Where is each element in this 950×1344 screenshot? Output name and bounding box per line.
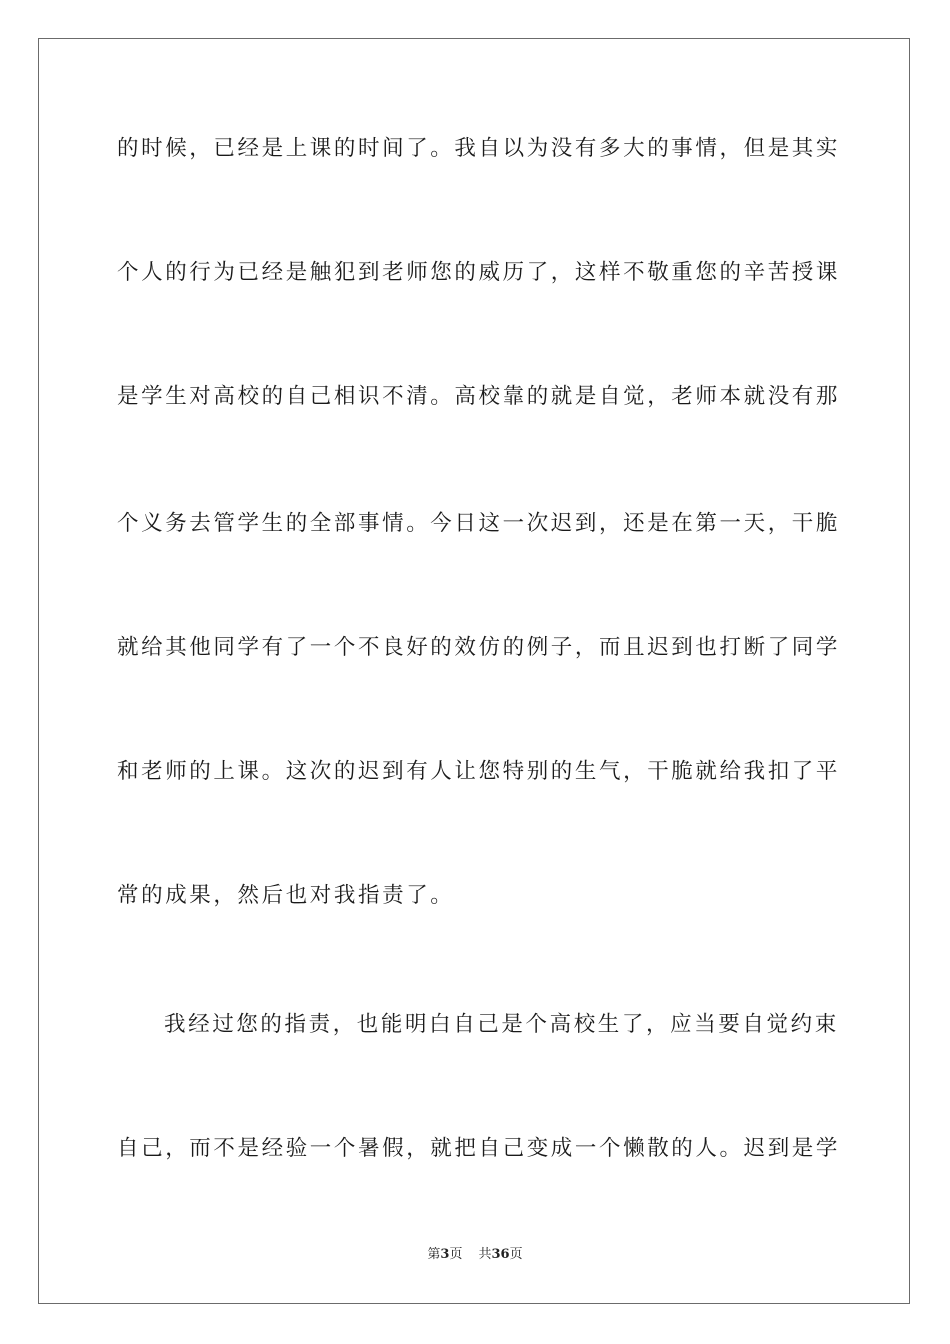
text-line: 自己，而不是经验一个暑假，就把自己变成一个懒散的人。迟到是学: [117, 1136, 841, 1161]
page-label-prefix: 第: [427, 1247, 441, 1262]
text-line: 个义务去管学生的全部事情。今日这一次迟到，还是在第一天，干脆: [117, 511, 841, 536]
text-line: 的时候，已经是上课的时间了。我自以为没有多大的事情，但是其实: [117, 136, 841, 161]
page-label-suffix: 页: [449, 1247, 463, 1262]
text-line: 就给其他同学有了一个不良好的效仿的例子，而且迟到也打断了同学: [117, 635, 841, 660]
text-line: 是学生对高校的自己相识不清。高校靠的就是自觉，老师本就没有那: [117, 384, 841, 409]
text-line: 常的成果，然后也对我指责了。: [117, 883, 455, 908]
page-number: 3: [440, 1247, 450, 1262]
total-label-suffix: 页: [509, 1247, 523, 1262]
total-pages: 36: [491, 1247, 510, 1262]
total-label-prefix: 共: [478, 1247, 492, 1262]
page-footer: [0, 1246, 950, 1264]
page-border: [38, 38, 910, 1304]
paragraph-first-line: 我经过您的指责，也能明白自己是个高校生了，应当要自觉约束: [164, 1012, 839, 1037]
text-line: 个人的行为已经是触犯到老师您的威历了，这样不敬重您的辛苦授课: [117, 260, 841, 285]
text-line: 和老师的上课。这次的迟到有人让您特别的生气，干脆就给我扣了平: [117, 759, 841, 784]
